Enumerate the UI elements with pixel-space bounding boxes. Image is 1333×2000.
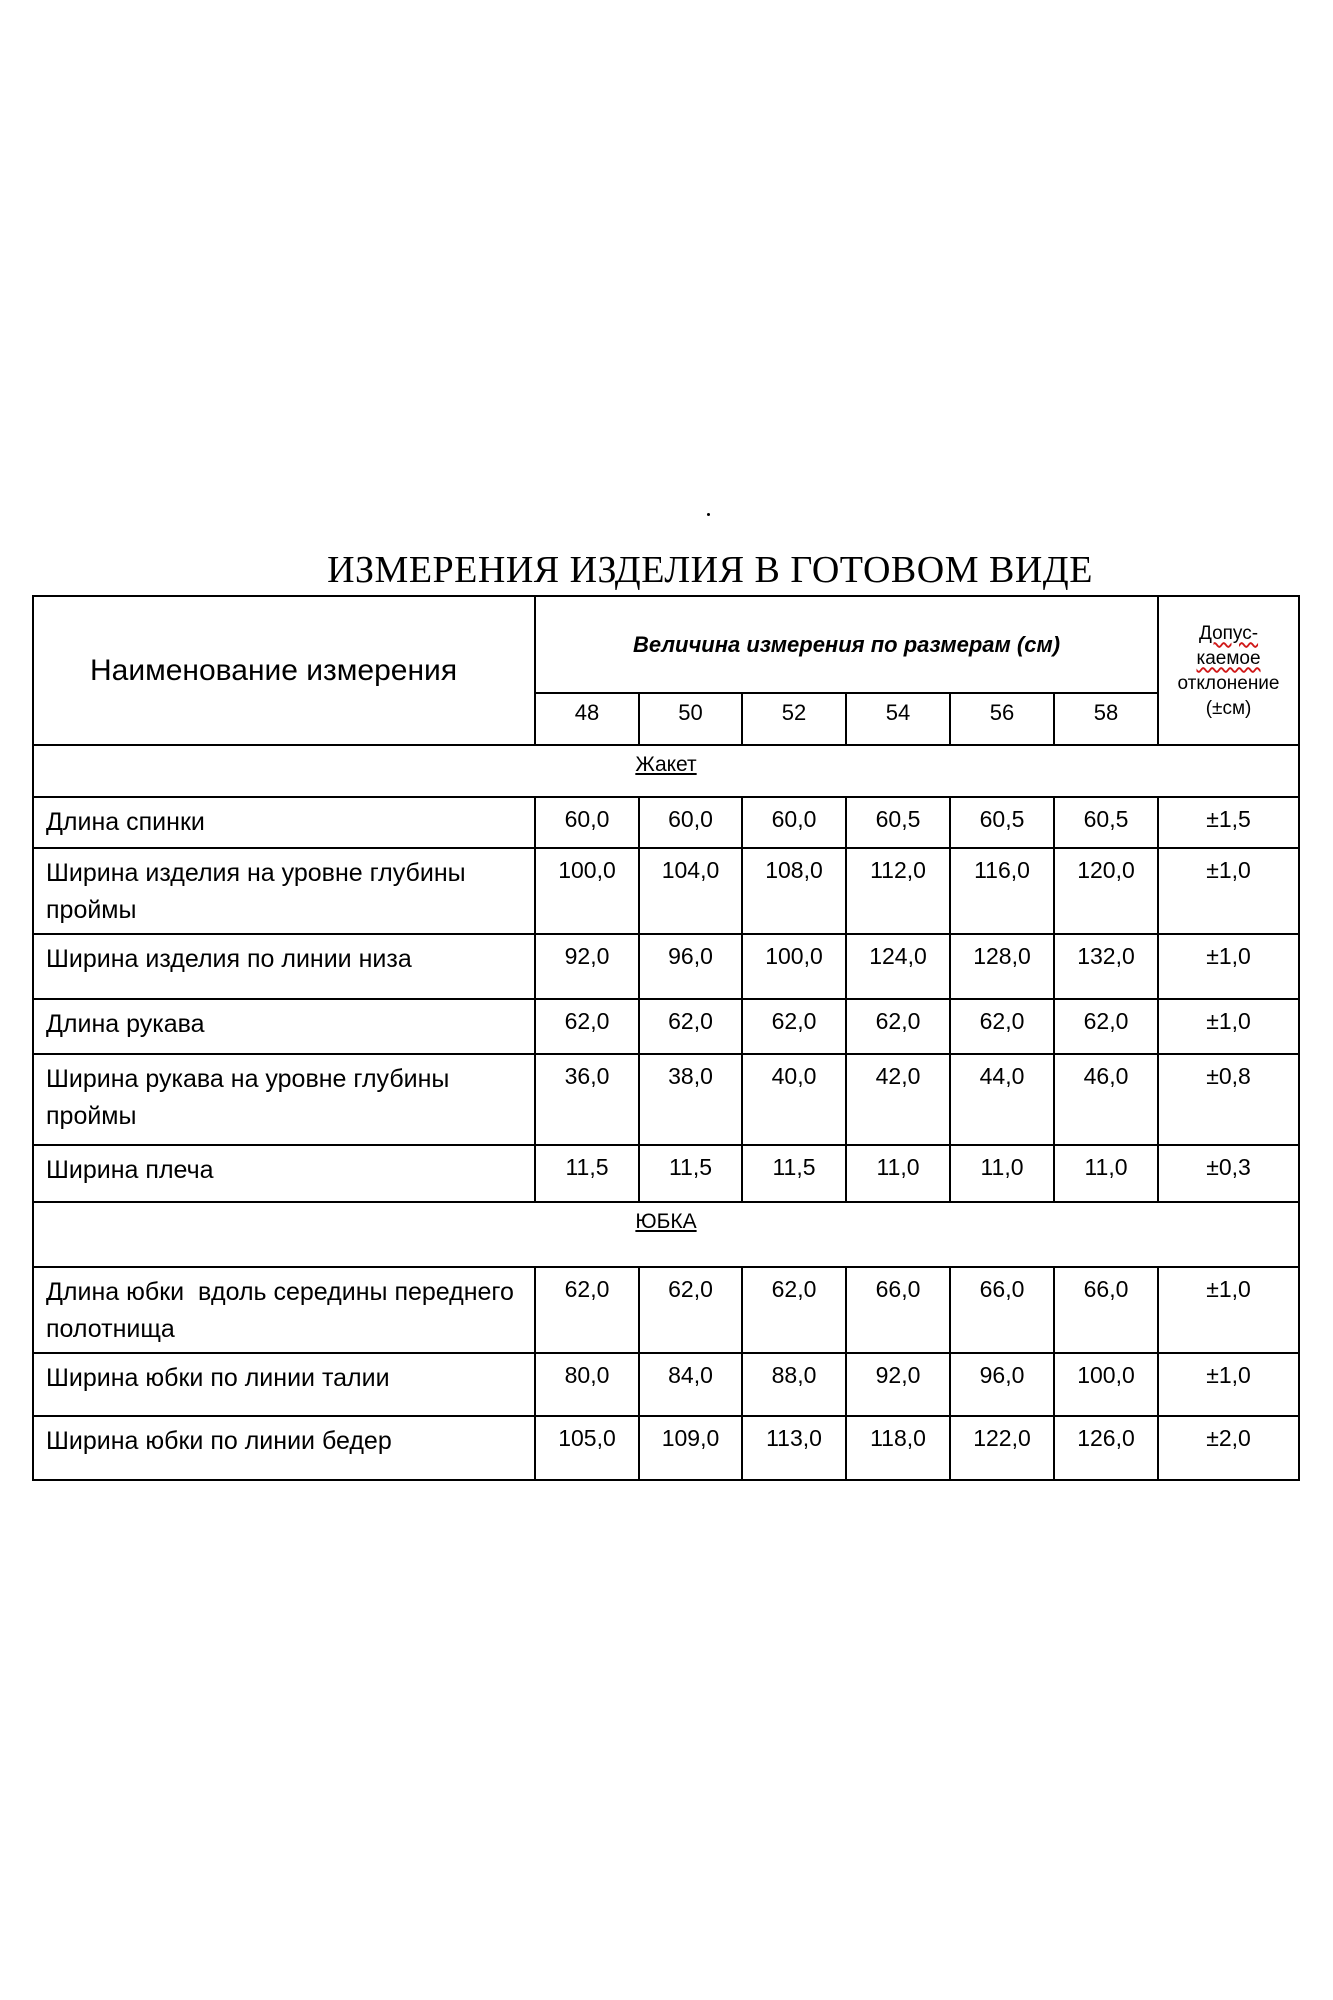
value-cell: 62,0: [1054, 999, 1158, 1054]
header-tolerance-line2: каемое: [1196, 647, 1261, 669]
table-row: [33, 934, 1299, 999]
value-cell: 11,0: [1054, 1145, 1158, 1202]
value-cell: 66,0: [950, 1267, 1054, 1353]
tolerance-cell: ±0,3: [1158, 1145, 1299, 1202]
section-title: ЮБКА: [635, 1210, 697, 1233]
tolerance-cell: ±1,0: [1158, 1353, 1299, 1416]
section-title: Жакет: [635, 753, 697, 776]
value-cell: 62,0: [535, 1267, 639, 1353]
size-header: 58: [1054, 693, 1158, 745]
value-cell: 92,0: [535, 934, 639, 999]
value-cell: 132,0: [1054, 934, 1158, 999]
value-cell: 42,0: [846, 1054, 950, 1145]
measurement-name: Ширина плеча: [33, 1145, 535, 1202]
size-header: 50: [639, 693, 742, 745]
value-cell: 100,0: [1054, 1353, 1158, 1416]
value-cell: 100,0: [535, 848, 639, 934]
value-cell: 104,0: [639, 848, 742, 934]
value-cell: 113,0: [742, 1416, 846, 1480]
value-cell: 122,0: [950, 1416, 1054, 1480]
measurement-name: Ширина изделия на уровне глубины проймы: [33, 848, 535, 934]
value-cell: 96,0: [639, 934, 742, 999]
value-cell: 112,0: [846, 848, 950, 934]
value-cell: 128,0: [950, 934, 1054, 999]
measurement-name: Ширина изделия по линии низа: [33, 934, 535, 999]
value-cell: 62,0: [846, 999, 950, 1054]
page-title: ИЗМЕРЕНИЯ ИЗДЕЛИЯ В ГОТОВОМ ВИДЕ: [327, 549, 1093, 591]
value-cell: 11,5: [639, 1145, 742, 1202]
value-cell: 88,0: [742, 1353, 846, 1416]
size-header: 52: [742, 693, 846, 745]
size-header: 54: [846, 693, 950, 745]
header-name-label: Наименование измерения: [90, 653, 458, 687]
value-cell: 46,0: [1054, 1054, 1158, 1145]
value-cell: 11,5: [535, 1145, 639, 1202]
value-cell: 62,0: [742, 999, 846, 1054]
value-cell: 126,0: [1054, 1416, 1158, 1480]
table-row: [33, 1054, 1299, 1145]
measurement-name: Ширина юбки по линии талии: [33, 1353, 535, 1416]
value-cell: 96,0: [950, 1353, 1054, 1416]
tolerance-cell: ±1,0: [1158, 1267, 1299, 1353]
value-cell: 60,5: [846, 797, 950, 848]
value-cell: 62,0: [639, 1267, 742, 1353]
section-row: [33, 745, 1299, 797]
value-cell: 80,0: [535, 1353, 639, 1416]
table-row: [33, 1267, 1299, 1353]
value-cell: 108,0: [742, 848, 846, 934]
stray-dot: [707, 513, 710, 516]
value-cell: 60,0: [639, 797, 742, 848]
value-cell: 40,0: [742, 1054, 846, 1145]
value-cell: 66,0: [846, 1267, 950, 1353]
section-title-cell: [33, 745, 1299, 797]
value-cell: 84,0: [639, 1353, 742, 1416]
value-cell: 120,0: [1054, 848, 1158, 934]
value-cell: 118,0: [846, 1416, 950, 1480]
section-row: [33, 1202, 1299, 1267]
value-cell: 60,5: [950, 797, 1054, 848]
value-cell: 60,0: [742, 797, 846, 848]
measurement-name: Длина юбки вдоль середины переднего полотнища: [33, 1267, 535, 1353]
table-row: [33, 848, 1299, 934]
value-cell: 11,0: [846, 1145, 950, 1202]
value-cell: 36,0: [535, 1054, 639, 1145]
table-row: [33, 1353, 1299, 1416]
header-tolerance-line4: (±см): [1205, 697, 1252, 719]
tolerance-cell: ±1,0: [1158, 934, 1299, 999]
value-cell: 62,0: [639, 999, 742, 1054]
value-cell: 11,0: [950, 1145, 1054, 1202]
table-row: [33, 797, 1299, 848]
size-header: 56: [950, 693, 1054, 745]
value-cell: 109,0: [639, 1416, 742, 1480]
tolerance-cell: ±1,0: [1158, 848, 1299, 934]
header-name-cell: [33, 596, 535, 745]
value-cell: 100,0: [742, 934, 846, 999]
value-cell: 105,0: [535, 1416, 639, 1480]
section-title-cell: [33, 1202, 1299, 1267]
size-header: 48: [535, 693, 639, 745]
value-cell: 116,0: [950, 848, 1054, 934]
measurements-table: [32, 595, 1300, 1481]
value-cell: 66,0: [1054, 1267, 1158, 1353]
value-cell: 60,5: [1054, 797, 1158, 848]
table-row: [33, 1416, 1299, 1480]
tolerance-cell: ±1,0: [1158, 999, 1299, 1054]
value-cell: 60,0: [535, 797, 639, 848]
measurement-name: Ширина юбки по линии бедер: [33, 1416, 535, 1480]
measurement-name: Длина спинки: [33, 797, 535, 848]
header-tolerance-line1: Допус-: [1198, 622, 1259, 644]
tolerance-cell: ±2,0: [1158, 1416, 1299, 1480]
value-cell: 62,0: [950, 999, 1054, 1054]
value-cell: 44,0: [950, 1054, 1054, 1145]
table-row: [33, 999, 1299, 1054]
header-group-label: Величина измерения по размерам (см): [632, 631, 1061, 657]
header-tolerance-cell: [1158, 596, 1299, 745]
header-group-cell: [535, 596, 1158, 693]
header-tolerance-line3: отклонение: [1177, 672, 1280, 694]
value-cell: 62,0: [535, 999, 639, 1054]
tolerance-cell: ±0,8: [1158, 1054, 1299, 1145]
header-row: [33, 596, 1299, 693]
table-row: [33, 1145, 1299, 1202]
value-cell: 124,0: [846, 934, 950, 999]
measurement-name: Длина рукава: [33, 999, 535, 1054]
measurement-name: Ширина рукава на уровне глубины проймы: [33, 1054, 535, 1145]
tolerance-cell: ±1,5: [1158, 797, 1299, 848]
value-cell: 38,0: [639, 1054, 742, 1145]
value-cell: 11,5: [742, 1145, 846, 1202]
value-cell: 92,0: [846, 1353, 950, 1416]
value-cell: 62,0: [742, 1267, 846, 1353]
